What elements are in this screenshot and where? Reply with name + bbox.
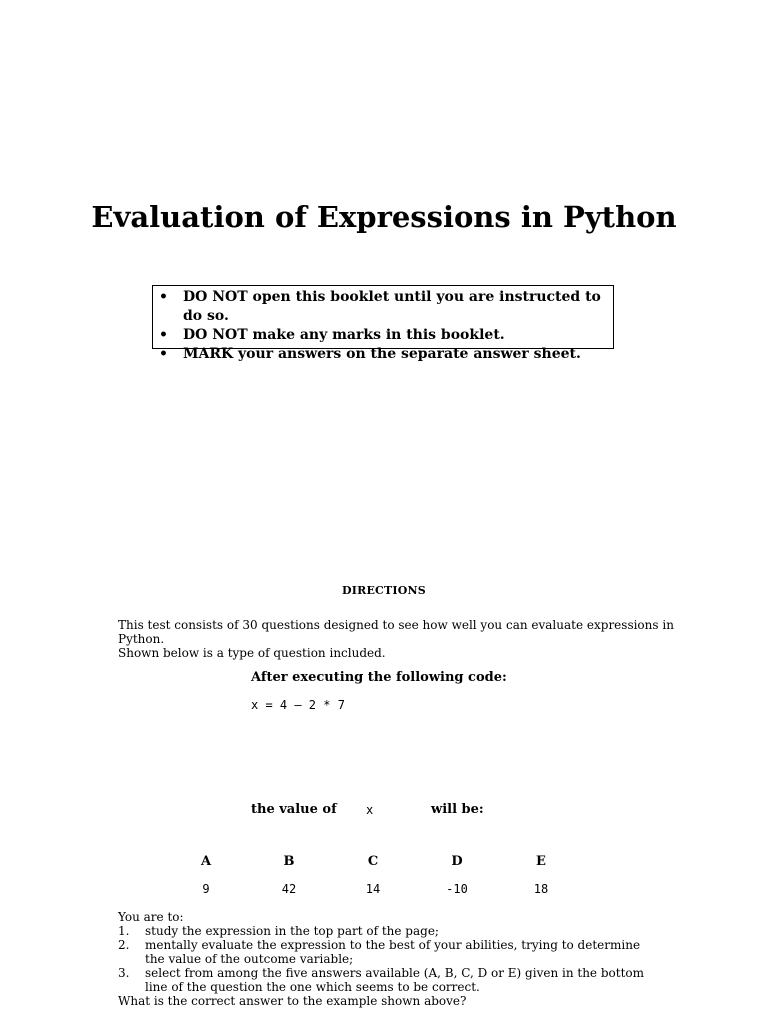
directions-intro <box>118 618 678 660</box>
code-prompt: After executing the following code: <box>251 670 507 685</box>
option-letter-b: B <box>283 854 295 869</box>
notice-text: MARK your answers on the separate answer sheet. <box>183 346 581 362</box>
instruction-step <box>118 966 658 994</box>
option-letter-a: A <box>200 854 212 869</box>
step-text: select from among the five answers available (A, B, C, D or E) given in the bottom line of the question the one which seems to be correct. <box>145 966 644 994</box>
intro-line: Shown below is a type of question included. <box>118 646 386 660</box>
bullet-icon: • <box>159 346 168 362</box>
bullet-icon: • <box>159 289 168 305</box>
instruction-step <box>118 924 658 938</box>
option-value-c: 14 <box>365 882 381 896</box>
step-number: 2. <box>118 938 130 952</box>
instructions-steps <box>118 924 658 994</box>
option-value-a: 9 <box>202 882 210 896</box>
variable-name: x <box>366 803 374 817</box>
step-text: study the expression in the top part of the page; <box>145 924 439 938</box>
will-be-label: will be: <box>431 802 484 817</box>
instructions-lead: You are to: <box>118 910 184 924</box>
option-value-b: 42 <box>281 882 297 896</box>
notice-text: DO NOT open this booklet until you are instructed to do so. <box>183 289 601 324</box>
option-value-d: -10 <box>446 882 468 896</box>
code-snippet: x = 4 – 2 * 7 <box>251 698 345 712</box>
instruction-step <box>118 938 658 966</box>
notice-item <box>159 288 607 326</box>
option-value-e: 18 <box>533 882 549 896</box>
step-number: 1. <box>118 924 130 938</box>
intro-line: This test consists of 30 questions designed to see how well you can evaluate expressions in Python. <box>118 618 674 646</box>
value-of-label: the value of <box>251 802 337 817</box>
step-number: 3. <box>118 966 130 980</box>
page-title: Evaluation of Expressions in Python <box>91 200 677 234</box>
instructions-question: What is the correct answer to the example shown above? <box>118 994 467 1008</box>
notice-list <box>159 288 607 364</box>
notice-item <box>159 345 607 364</box>
instructions <box>118 910 658 1008</box>
notice-text: DO NOT make any marks in this booklet. <box>183 327 505 343</box>
option-letter-c: C <box>367 854 379 869</box>
notice-box <box>152 285 614 362</box>
directions-heading: DIRECTIONS <box>342 584 426 597</box>
option-letter-d: D <box>451 854 463 869</box>
notice-item <box>159 326 607 345</box>
bullet-icon: • <box>159 327 168 343</box>
step-text: mentally evaluate the expression to the best of your abilities, trying to determine the value of the outcome variable; <box>145 938 641 966</box>
option-letter-e: E <box>536 854 546 869</box>
